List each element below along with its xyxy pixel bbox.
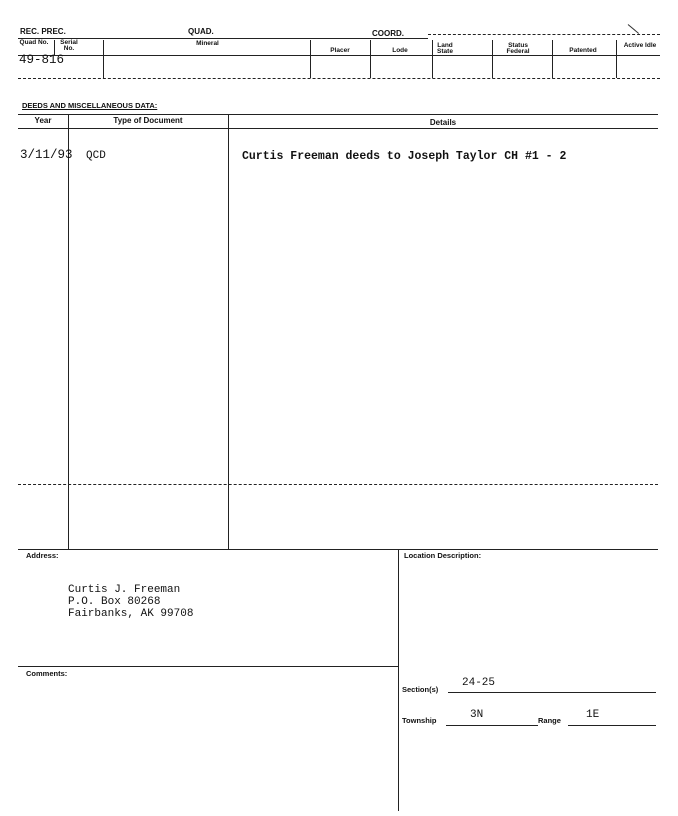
section-underline — [448, 692, 656, 693]
address-block — [68, 584, 193, 620]
header-rule-top-dashed — [428, 34, 660, 35]
col-lode: Lode — [392, 47, 408, 54]
deeds-rule-lower — [18, 484, 658, 485]
address-label: Address: — [26, 551, 59, 560]
address-line: Fairbanks, AK 99708 — [68, 608, 194, 620]
rec-prec-label: REC. PREC. — [20, 27, 66, 36]
col-quad-no: Quad No. — [19, 39, 49, 46]
header-slash-mark — [628, 24, 639, 34]
quad-label: QUAD. — [188, 27, 214, 36]
township-label: Township — [402, 716, 437, 725]
range-value: 1E — [586, 709, 600, 721]
deeds-col-year: Year — [34, 116, 52, 125]
header-divider — [616, 40, 617, 78]
col-active-idle: Active Idle — [623, 42, 657, 49]
range-underline — [568, 725, 656, 726]
deeds-section-title: DEEDS AND MISCELLANEOUS DATA: — [22, 101, 158, 110]
header-divider — [310, 40, 311, 78]
township-underline — [446, 725, 538, 726]
col-serial-no: Serial No. — [60, 39, 78, 52]
deeds-col-details: Details — [429, 118, 457, 127]
township-value: 3N — [470, 709, 484, 721]
header-divider — [492, 40, 493, 78]
deed-year: 3/11/93 — [20, 148, 73, 162]
col-mineral: Mineral — [196, 40, 219, 47]
header-rule-bottom — [18, 78, 660, 79]
col-patented: Patented — [569, 47, 597, 54]
address-line: Curtis J. Freeman — [68, 584, 181, 596]
deed-type: QCD — [86, 150, 106, 162]
deeds-rule-header — [18, 128, 658, 129]
coord-label: COORD. — [372, 29, 404, 38]
comments-rule-top — [18, 666, 398, 667]
header-divider — [552, 40, 553, 78]
quad-serial-value: 49-816 — [19, 53, 65, 67]
address-line: P.O. Box 80268 — [68, 596, 161, 608]
header-divider — [370, 40, 371, 78]
deeds-col-type: Type of Document — [113, 116, 183, 125]
deeds-rule-top — [18, 114, 658, 115]
header-divider — [103, 40, 104, 78]
comments-label: Comments: — [26, 669, 68, 678]
header-rule-top — [18, 38, 428, 39]
section-value: 24-25 — [462, 677, 496, 689]
header-rule-mid — [18, 55, 660, 56]
header-divider — [432, 40, 433, 78]
address-rule-top — [18, 549, 658, 550]
location-label: Location Description: — [404, 551, 482, 560]
col-placer: Placer — [330, 47, 350, 54]
location-divider — [398, 549, 399, 811]
range-label: Range — [538, 716, 561, 725]
col-land-state: Land State — [437, 42, 453, 55]
section-label: Section(s) — [402, 685, 439, 694]
deed-details: Curtis Freeman deeds to Joseph Taylor CH #1 - 2 — [242, 150, 567, 163]
col-status-federal: Status Federal — [506, 42, 530, 55]
